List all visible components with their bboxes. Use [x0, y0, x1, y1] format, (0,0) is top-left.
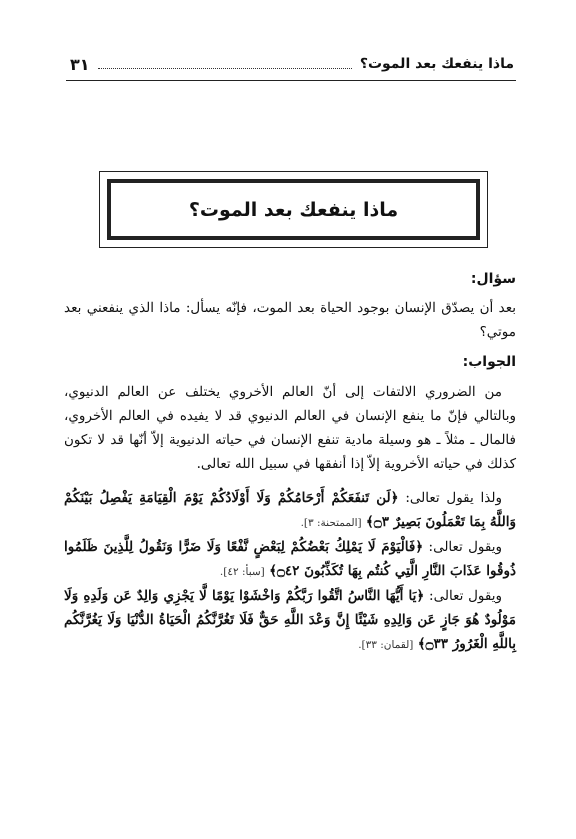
quran-verse: ﴿يَا أَيُّهَا النَّاسُ اتَّقُوا رَبَّكُمْ وَاخْشَوْا يَوْمًا لَّا يَجْزِي وَالِدٌ عَن وَلَدِهِ وَلَا مَوْلُودٌ هُوَ جَازٍ عَن وَالِدِهِ شَيْئًا إِنَّ وَعْدَ اللَّهِ حَقٌّ فَلَا تَغُرَّنَّكُمُ الْحَيَاةُ الدُّنْيَا وَلَا يَغُرَّنَّكُم بِاللَّهِ الْغَرُورُ ۝٣٣﴾ — [64, 588, 516, 652]
spacer — [64, 476, 516, 486]
verse-intro: ولذا يقول تعالى: — [405, 490, 502, 506]
verse-reference: [الممتحنة: ٣]. — [300, 517, 362, 529]
chapter-title-inner-frame — [107, 179, 480, 240]
page-body — [64, 267, 516, 657]
question-label: سؤال: — [470, 271, 516, 287]
verse-reference: [سبأ: ٤٢]. — [219, 566, 265, 578]
answer-text: من الضروري الالتفات إلى أنّ العالم الأخروي يختلف عن العالم الدنيوي، وبالتالي فإنّ ما ينفع الإنسان في العالم الدنيوي قد لا يفيده في العالم الأخروي، فالمال ـ مثلاً ـ هو وسيلة مادية تنفع الإنسان في حياته الدنيوية إلاّ أنّها قد لا تكون كذلك في حياته الأخروية إلاّ إذا أنفقها في سبيل الله تعالى. — [64, 384, 516, 472]
verse-intro: ويقول تعالى: — [429, 588, 502, 604]
question-text: بعد أن يصدّق الإنسان بوجود الحياة بعد الموت، فإنّه يسأل: ماذا الذي ينفعني بعد موتي؟ — [64, 300, 516, 340]
running-title: ماذا ينفعك بعد الموت؟ — [359, 56, 514, 72]
quran-verse: ﴿لَن تَنفَعَكُمْ أَرْحَامُكُمْ وَلَا أَوْلَادُكُمْ يَوْمَ الْقِيَامَةِ يَفْصِلُ بَيْنَكُمْ وَاللَّهُ بِمَا تَعْمَلُونَ بَصِيرٌ ۝٣﴾ — [64, 490, 516, 530]
verse-reference: [لقمان: ٣٣]. — [358, 639, 414, 651]
running-header — [70, 52, 514, 76]
verse-block-3 — [64, 584, 516, 657]
chapter-title: ماذا ينفعك بعد الموت؟ — [188, 198, 399, 221]
chapter-title-frame — [99, 171, 488, 248]
leader-dots — [98, 60, 352, 69]
quran-verse: ﴿فَالْيَوْمَ لَا يَمْلِكُ بَعْضُكُمْ لِبَعْضٍ نَّفْعًا وَلَا ضَرًّا وَنَقُولُ لِلَّذِينَ ظَلَمُوا ذُوقُوا عَذَابَ النَّارِ الَّتِي كُنتُم بِهَا تُكَذِّبُونَ ۝٤٢﴾ — [64, 539, 516, 579]
page-number: ٣١ — [70, 54, 90, 74]
verse-block-2 — [64, 535, 516, 584]
answer-label: الجواب: — [462, 354, 516, 370]
header-rule — [66, 80, 516, 81]
verse-block-1 — [64, 486, 516, 535]
verse-intro: ويقول تعالى: — [428, 539, 502, 555]
